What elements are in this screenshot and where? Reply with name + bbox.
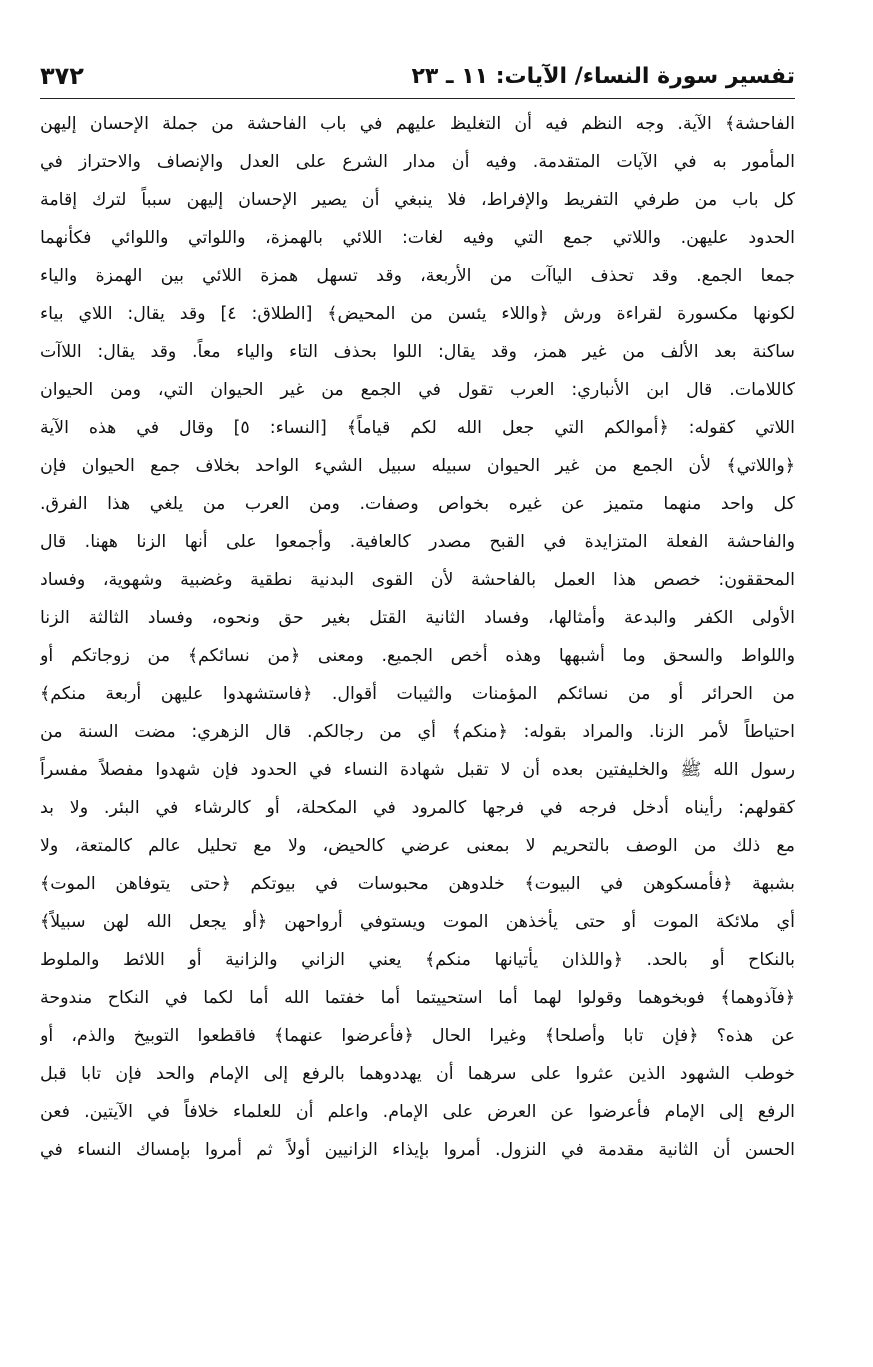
text-line: ﴿واللاتي﴾ لأن الجمع من غير الحيوان سبيله سبيل الشيء الواحد بخلاف جمع الحيوان فإن [40,456,795,476]
text-line: عن هذه؟ ﴿فإن تابا وأصلحا﴾ وغيرا الحال ﴿فأعرضوا عنهما﴾ فاقطعوا التوبيخ والذم، أو [40,1026,795,1046]
text-line: الحدود عليهن. واللاتي جمع التي وفيه لغات: اللائي بالهمزة، واللواتي واللوائي فكأنهما [40,228,795,248]
text-line: مع ذلك من الوصف بالتحريم لا بمعنى عرضي كالحيض، ولا مع تحليل عالم كالمتعة، ولا [40,836,795,856]
text-line: كاللامات. قال ابن الأنباري: العرب تقول في الجمع من غير الحيوان التي، ومن الحيوان [40,380,795,400]
text-line: ساكنة بعد الألف من غير همز، وقد يقال: اللوا بحذف التاء والياء معاً. وقد يقال: اللاآت [40,342,795,362]
text-line: المحققون: خصص هذا العمل بالفاحشة لأن القوى البدنية نطقية وغضبية وشهوية، وفساد [40,570,795,590]
text-line: الفاحشة﴾ الآية. وجه النظم فيه أن التغليظ عليهم في باب الفاحشة من جملة الإحسان إليهن [40,114,795,134]
page-number: ٣٧٢ [40,62,84,90]
text-line: والفاحشة الفعلة المتزايدة في القبح مصدر كالعافية. وأجمعوا على أنها الزنا ههنا. قال [40,532,795,552]
book-page [40,62,795,1169]
text-line: بشبهة ﴿فأمسكوهن في البيوت﴾ خلدوهن محبوسات في بيوتكم ﴿حتى يتوفاهن الموت﴾ [40,874,795,894]
text-line: المأمور به في الآيات المتقدمة. وفيه أن مدار الشرع على العدل والإنصاف والاحتراز في [40,152,795,172]
text-line: أي ملائكة الموت أو حتى يأخذهن الموت ويستوفي أرواحهن ﴿أو يجعل الله لهن سبيلاً﴾ [40,912,795,932]
text-line: خوطب الشهود الذين عثروا على سرهما أن يهددوهما بالرفع إلى الإمام والحد فإن تابا قبل [40,1064,795,1084]
text-line: لكونها مكسورة لقراءة ورش ﴿واللاء يئسن من المحيض﴾ [الطلاق: ٤] وقد يقال: اللاي بياء [40,304,795,324]
text-line: جمعا الجمع. وقد تحذف الياآت من الأربعة، وقد تسهل همزة اللائي بين الهمزة والياء [40,266,795,286]
text-line: الحسن أن الثانية مقدمة في النزول. أمروا بإيذاء الزانيين أولاً ثم أمروا بإمساك النساء في [40,1140,795,1160]
text-line: ﴿فآذوهما﴾ فوبخوهما وقولوا لهما أما استحييتما أما خفتما الله أما لكما في النكاح مندوحة [40,988,795,1008]
text-line: الأولى الكفر والبدعة وأمثالها، وفساد الثانية القتل بغير حق ونحوه، وفساد الثالثة الزنا [40,608,795,628]
text-line: بالنكاح أو بالحد. ﴿واللذان يأتيانها منكم﴾ يعني الزاني والزانية أو اللائط والملوط [40,950,795,970]
running-title: تفسير سورة النساء/ الآيات: ١١ ـ ٢٣ [411,64,795,89]
text-line: احتياطاً لأمر الزنا. والمراد بقوله: ﴿منكم﴾ أي من رجالكم. قال الزهري: مضت السنة من [40,722,795,742]
text-line: كقولهم: رأيناه أدخل فرجه في فرجها كالمرود في المكحلة، أو كالرشاء في البئر. ولا بد [40,798,795,818]
page-header [40,62,795,99]
text-line: من الحرائر أو من نسائكم المؤمنات والثيبات أقوال. ﴿فاستشهدوا عليهن أربعة منكم﴾ [40,684,795,704]
text-line: رسول الله ﷺ والخليفتين بعده أن لا تقبل شهادة النساء في الحدود فإن شهدوا مفصلاً مفسراً [40,760,795,780]
text-line: اللاتي كقوله: ﴿أموالكم التي جعل الله لكم قياماً﴾ [النساء: ٥] وقال في هذه الآية [40,418,795,438]
text-line: كل واحد منهما متميز عن غيره بخواص وصفات. ومن العرب من يلغي هذا الفرق. [40,494,795,514]
text-line: الرفع إلى الإمام فأعرضوا عن العرض على الإمام. واعلم أن للعلماء خلافاً في الآيتين. فعن [40,1102,795,1122]
body-text [40,105,795,1169]
text-line: كل باب من طرفي التفريط والإفراط، فلا ينبغي أن يصير الإحسان إليهن سبباً لترك إقامة [40,190,795,210]
text-line: واللواط والسحق وما أشبهها وهذه أخص الجميع. ومعنى ﴿من نسائكم﴾ من زوجاتكم أو [40,646,795,666]
